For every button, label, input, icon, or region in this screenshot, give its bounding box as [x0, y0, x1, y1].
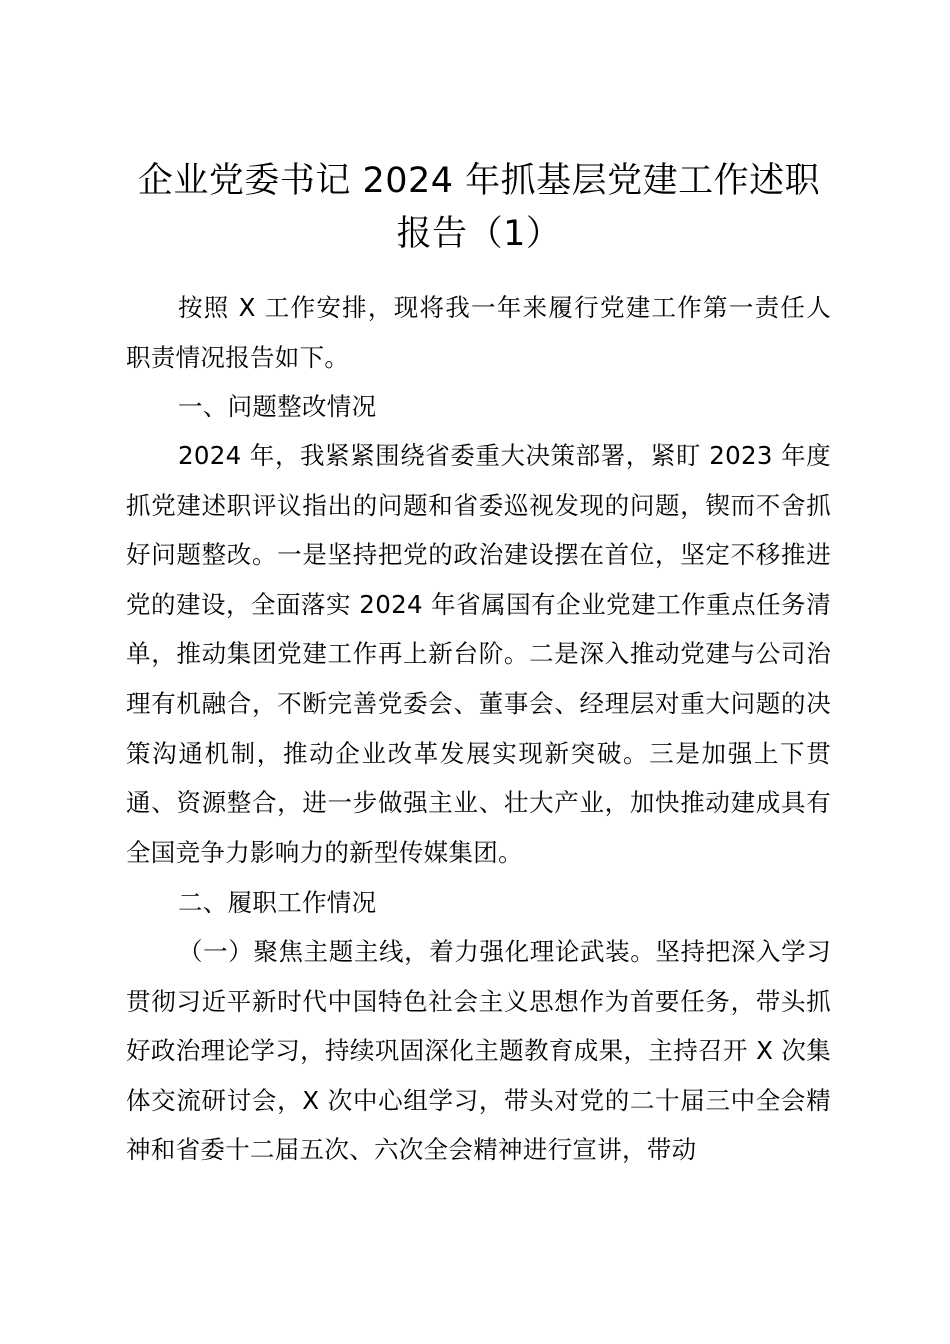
section-heading-1: 一、问题整改情况: [178, 392, 377, 421]
section-heading-2: 二、履职工作情况: [178, 888, 377, 917]
document-title: 企业党委书记 2024 年抓基层党建工作述职报告（1）: [137, 161, 821, 254]
section-paragraph-2: （一）聚焦主题主线，着力强化理论武装。坚持把深入学习贯彻习近平新时代中国特色社会主义思想作为首要任务，带头抓好政治理论学习，持续巩固深化主题教育成果，主持召开 X 次集体交流研讨会，X 次中心组学习，带头对党的二十届三中全会精神和省委十二届五次、六次全会精神进行宣讲，带动: [126, 937, 831, 1165]
section-paragraph-1: 2024 年，我紧紧围绕省委重大决策部署，紧盯 2023 年度抓党建述职评议指出的问题和省委巡视发现的问题，锲而不舍抓好问题整改。一是坚持把党的政治建设摆在首位，坚定不移推进党的建设，全面落实 2024 年省属国有企业党建工作重点任务清单，推动集团党建工作再上新台阶。二是深入推动党建与公司治理有机融合，不断完善党委会、董事会、经理层对重大问题的决策沟通机制，推动企业改革发展实现新突破。三是加强上下贯通、资源整合，进一步做强主业、壮大产业，加快推动建成具有全国竞争力影响力的新型传媒集团。: [126, 441, 831, 867]
intro-paragraph: 按照 X 工作安排，现将我一年来履行党建工作第一责任人职责情况报告如下。: [126, 293, 831, 372]
